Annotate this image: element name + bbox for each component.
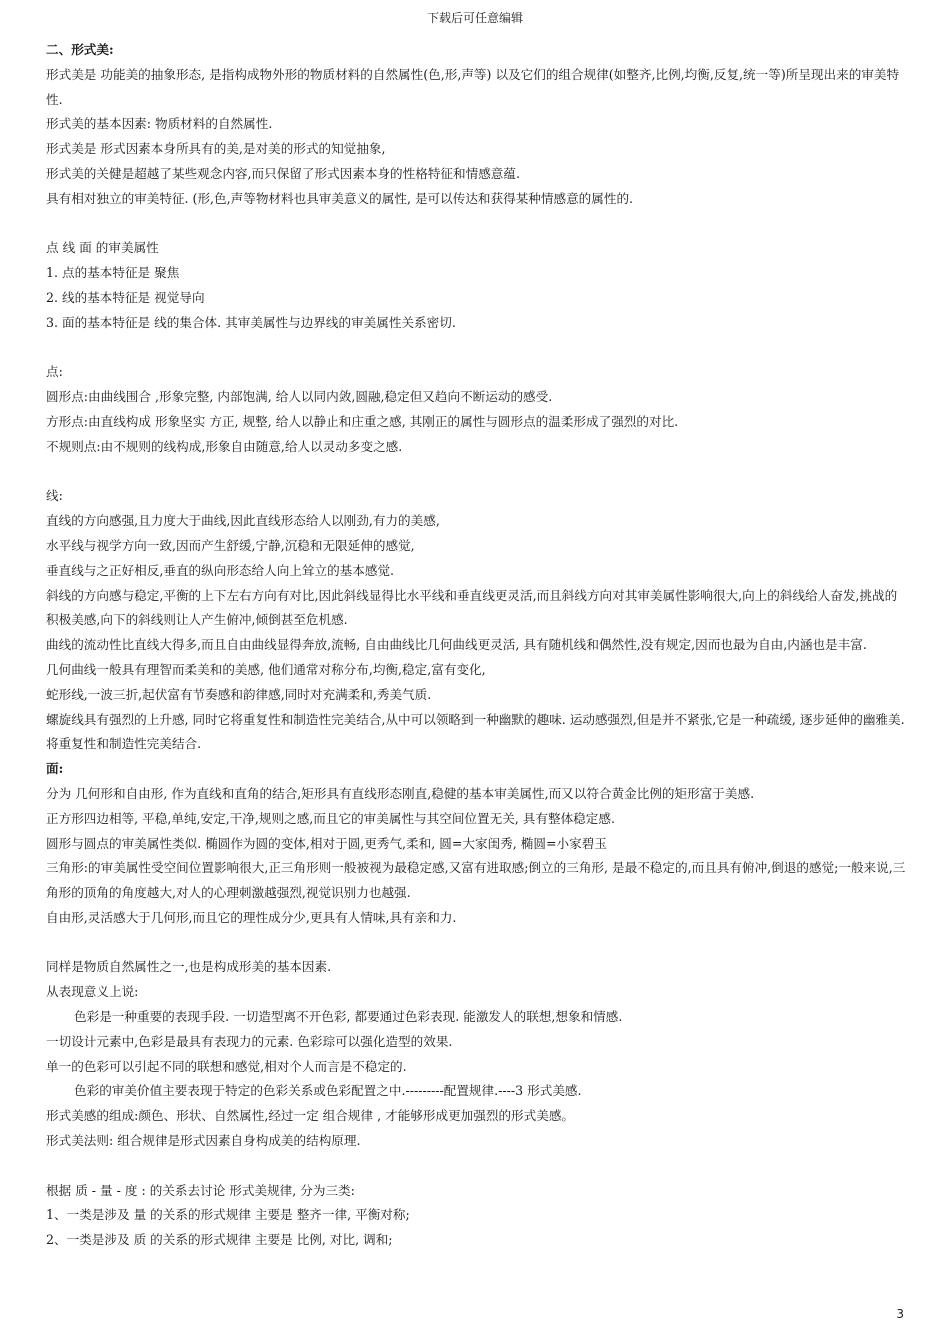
blank-line — [46, 460, 908, 485]
paragraph: 直线的方向感强,且力度大于曲线,因此直线形态给人以刚劲,有力的美感, — [46, 513, 440, 529]
paragraph: 分为 几何形和自由形, 作为直线和直角的结合,矩形具有直线形态刚直,稳健的基本审美属性,而又以符合黄金比例的矩形富于美感. — [46, 785, 755, 801]
paragraph: 形式美是 功能美的抽象形态, 是指构成物外形的物质材料的自然属性(色,形,声等) 以及它们的组合规律(如整齐,比例,均衡,反复,统一等)所呈现出来的审美特性. — [46, 66, 900, 107]
paragraph: 点 线 面 的审美属性 — [46, 240, 159, 256]
paragraph: 斜线的方向感与稳定,平衡的上下左右方向有对比,因此斜线显得比水平线和垂直线更灵活,而且斜线方向对其审美属性影响很大,向上的斜线给人奋发,挑战的积极美感,向下的斜线则让人产生俯冲,倾倒甚至危机感. — [46, 587, 898, 628]
paragraph: 自由形,灵活感大于几何形,而且它的理性成分少,更具有人情味,具有亲和力. — [46, 909, 457, 925]
paragraph: 圆形与圆点的审美属性类似. 椭圆作为圆的变体,相对于圆,更秀气,柔和, 圆=大家闺秀, 椭圆=小家碧玉 — [46, 835, 607, 851]
paragraph: 不规则点:由不规则的线构成,形象自由随意,给人以灵动多变之感. — [46, 438, 403, 454]
paragraph: 曲线的流动性比直线大得多,而且自由曲线显得奔放,流畅, 自由曲线比几何曲线更灵活, 具有随机线和偶然性,没有规定,因而也最为自由,内涵也是丰富. — [46, 637, 867, 653]
section-heading: 二、形式美: — [46, 42, 114, 57]
paragraph: 形式美是 形式因素本身所具有的美,是对美的形式的知觉抽象, — [46, 141, 386, 157]
paragraph: 2、一类是涉及 质 的关系的形式规律 主要是 比例, 对比, 调和; — [46, 1232, 393, 1248]
paragraph: 垂直线与之正好相反,垂直的纵向形态给人向上耸立的基本感觉. — [46, 562, 395, 578]
paragraph: 形式美的基本因素: 物质材料的自然属性. — [46, 116, 273, 132]
paragraph: 根据 质 - 量 - 度 : 的关系去讨论 形式美规律, 分为三类: — [46, 1182, 355, 1198]
paragraph: 线: — [46, 488, 63, 504]
section-heading: 面: — [46, 761, 64, 777]
paragraph: 形式美感的组成:颜色、形状、自然属性,经过一定 组合规律 , 才能够形成更加强烈的形式美感。 — [46, 1108, 575, 1124]
paragraph: 1. 点的基本特征是 聚焦 — [46, 265, 180, 281]
paragraph: 色彩是一种重要的表现手段. 一切造型离不开色彩, 都要通过色彩表现. 能激发人的联想,想象和情感. — [74, 1009, 623, 1025]
paragraph: 单一的色彩可以引起不同的联想和感觉,相对个人而言是不稳定的. — [46, 1058, 407, 1074]
page-header: 下载后可任意编辑 — [426, 11, 523, 25]
blank-line — [46, 931, 908, 956]
paragraph: 方形点:由直线构成 形象坚实 方正, 规整, 给人以静止和庄重之感, 其刚正的属性与圆形点的温柔形成了强烈的对比. — [46, 413, 679, 429]
paragraph: 点: — [46, 364, 63, 380]
paragraph: 2. 线的基本特征是 视觉导向 — [46, 289, 205, 305]
paragraph: 水平线与视学方向一致,因而产生舒缓,宁静,沉稳和无限延伸的感觉, — [46, 537, 415, 553]
blank-line — [46, 1154, 908, 1179]
paragraph: 一切设计元素中,色彩是最具有表现力的元素. 色彩琮可以强化造型的效果. — [46, 1033, 453, 1049]
page-number: 3 — [896, 1307, 904, 1321]
paragraph: 形式美的关健是超越了某些观念内容,而只保留了形式因素本身的性格特征和情感意蕴. — [46, 165, 520, 181]
paragraph: 形式美法则: 组合规律是形式因素自身构成美的结构原理. — [46, 1133, 361, 1149]
paragraph: 螺旋线具有强烈的上升感, 同时它将重复性和制造性完美结合,从中可以领略到一种幽默的趣味. 运动感强烈,但是并不紧张,它是一种疏缓, 逐步延伸的幽雅美. 将重复性和制造性完美结合. — [46, 711, 905, 752]
paragraph: 3. 面的基本特征是 线的集合体. 其审美属性与边界线的审美属性关系密切. — [46, 314, 456, 330]
paragraph: 从表现意义上说: — [46, 984, 139, 1000]
paragraph: 圆形点:由曲线围合 ,形象完整, 内部饱满, 给人以同内敛,圆融,稳定但又趋向不断运动的感受. — [46, 389, 553, 405]
paragraph: 具有相对独立的审美特征. (形,色,声等物材料也具审美意义的属性, 是可以传达和获得某种情感意的属性的. — [46, 190, 634, 206]
blank-line — [46, 336, 908, 361]
blank-line — [46, 212, 908, 237]
paragraph: 同样是物质自然属性之一,也是构成形美的基本因素. — [46, 959, 332, 975]
paragraph: 正方形四边相等, 平稳,单纯,安定,干净,规则之感,而且它的审美属性与其空间位置无关, 具有整体稳定感. — [46, 810, 615, 826]
document-body — [46, 38, 908, 1253]
paragraph: 1、一类是涉及 量 的关系的形式规律 主要是 整齐一律, 平衡对称; — [46, 1207, 410, 1223]
paragraph: 三角形:的审美属性受空间位置影响很大,正三角形则一般被视为最稳定感,又富有进取感;倒立的三角形, 是最不稳定的,而且具有俯冲,倒退的感觉;一般来说,三角形的顶角的角度越大,对人的心理刺激越强烈,视觉识别力也越强. — [46, 860, 906, 901]
paragraph: 色彩的审美价值主要表现于特定的色彩关系或色彩配置之中.---------配置规律.----3 形式美感. — [74, 1083, 582, 1099]
paragraph: 蛇形线,一波三折,起伏富有节奏感和韵律感,同时对充满柔和,秀美气质. — [46, 686, 432, 702]
paragraph: 几何曲线一般具有理智而柔美和的美感, 他们通常对称分布,均衡,稳定,富有变化, — [46, 661, 486, 677]
